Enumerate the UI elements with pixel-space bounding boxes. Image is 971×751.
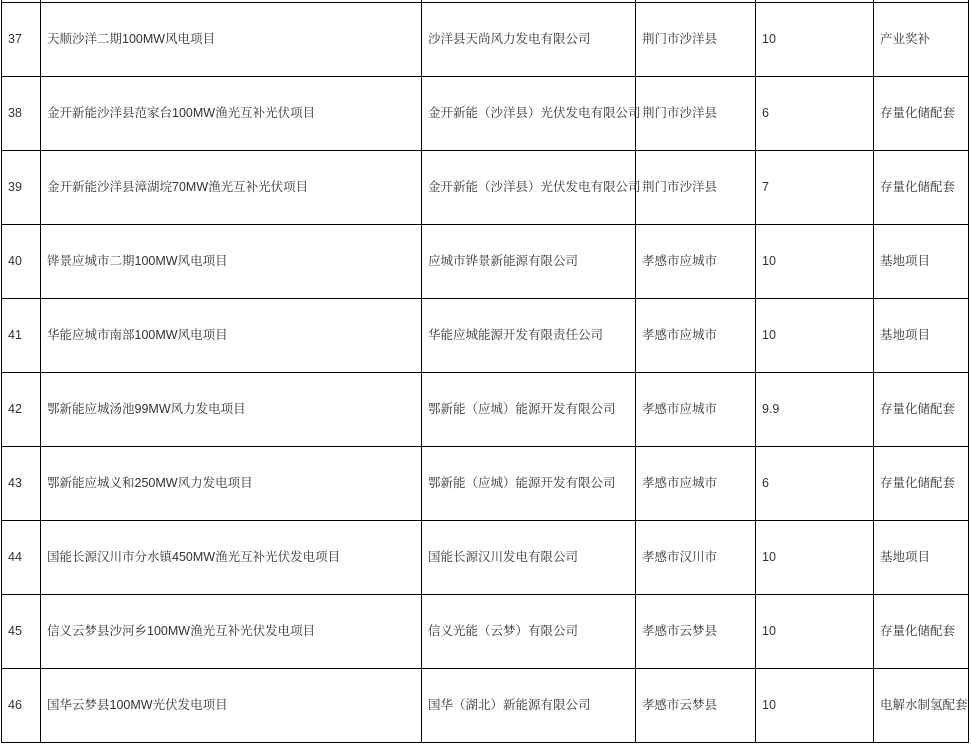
category-cell: 电解水制氢配套: [874, 669, 969, 743]
project-name-cell: 华能应城市南部100MW风电项目: [41, 299, 422, 373]
table-row: [2, 225, 969, 299]
company-cell: 鄂新能（应城）能源开发有限公司: [422, 447, 636, 521]
region-cell: 孝感市云梦县: [636, 595, 756, 669]
row-number-cell: 42: [2, 373, 41, 447]
project-name-cell: 鄂新能应城义和250MW风力发电项目: [41, 447, 422, 521]
row-number-cell: 46: [2, 669, 41, 743]
category-cell: 存量化储配套: [874, 373, 969, 447]
value-cell: 6: [756, 447, 874, 521]
project-name-cell: 国能长源汉川市分水镇450MW渔光互补光伏发电项目: [41, 521, 422, 595]
value-cell: 10: [756, 3, 874, 77]
category-cell: 存量化储配套: [874, 151, 969, 225]
region-cell: 荆门市沙洋县: [636, 151, 756, 225]
value-cell: 10: [756, 595, 874, 669]
table-row: [2, 77, 969, 151]
company-cell: 国能长源汉川发电有限公司: [422, 521, 636, 595]
row-number-cell: 44: [2, 521, 41, 595]
value-cell: 6: [756, 77, 874, 151]
table-row: [2, 521, 969, 595]
row-number-cell: 40: [2, 225, 41, 299]
table-row: [2, 3, 969, 77]
category-cell: 存量化储配套: [874, 77, 969, 151]
table-row: [2, 447, 969, 521]
value-cell: 10: [756, 225, 874, 299]
row-number-cell: 37: [2, 3, 41, 77]
region-cell: 荆门市沙洋县: [636, 77, 756, 151]
region-cell: 孝感市汉川市: [636, 521, 756, 595]
row-number-cell: 38: [2, 77, 41, 151]
company-cell: 沙洋县天尚风力发电有限公司: [422, 3, 636, 77]
region-cell: 孝感市应城市: [636, 373, 756, 447]
company-cell: 金开新能（沙洋县）光伏发电有限公司: [422, 151, 636, 225]
table-body: [2, 0, 969, 743]
region-cell: 孝感市云梦县: [636, 669, 756, 743]
row-number-cell: 41: [2, 299, 41, 373]
row-number-cell: 43: [2, 447, 41, 521]
category-cell: 基地项目: [874, 521, 969, 595]
company-cell: 应城市铧景新能源有限公司: [422, 225, 636, 299]
table-row: [2, 595, 969, 669]
company-cell: 信义光能（云梦）有限公司: [422, 595, 636, 669]
table-row: [2, 373, 969, 447]
category-cell: 产业奖补: [874, 3, 969, 77]
project-name-cell: 金开新能沙洋县范家台100MW渔光互补光伏项目: [41, 77, 422, 151]
value-cell: 7: [756, 151, 874, 225]
project-name-cell: 天顺沙洋二期100MW风电项目: [41, 3, 422, 77]
value-cell: 10: [756, 299, 874, 373]
region-cell: 孝感市应城市: [636, 299, 756, 373]
project-name-cell: 信义云梦县沙河乡100MW渔光互补光伏发电项目: [41, 595, 422, 669]
category-cell: 基地项目: [874, 225, 969, 299]
project-name-cell: 铧景应城市二期100MW风电项目: [41, 225, 422, 299]
region-cell: 孝感市应城市: [636, 225, 756, 299]
value-cell: 10: [756, 521, 874, 595]
table-row: [2, 151, 969, 225]
company-cell: 国华（湖北）新能源有限公司: [422, 669, 636, 743]
value-cell: 9.9: [756, 373, 874, 447]
category-cell: 存量化储配套: [874, 595, 969, 669]
project-name-cell: 金开新能沙洋县漳湖垸70MW渔光互补光伏项目: [41, 151, 422, 225]
row-number-cell: 39: [2, 151, 41, 225]
region-cell: 孝感市应城市: [636, 447, 756, 521]
project-name-cell: 国华云梦县100MW光伏发电项目: [41, 669, 422, 743]
table-row: [2, 669, 969, 743]
value-cell: 10: [756, 669, 874, 743]
row-number-cell: 45: [2, 595, 41, 669]
projects-table: [1, 0, 969, 743]
region-cell: 荆门市沙洋县: [636, 3, 756, 77]
table-row: [2, 299, 969, 373]
company-cell: 金开新能（沙洋县）光伏发电有限公司: [422, 77, 636, 151]
company-cell: 华能应城能源开发有限责任公司: [422, 299, 636, 373]
category-cell: 存量化储配套: [874, 447, 969, 521]
project-name-cell: 鄂新能应城汤池99MW风力发电项目: [41, 373, 422, 447]
category-cell: 基地项目: [874, 299, 969, 373]
company-cell: 鄂新能（应城）能源开发有限公司: [422, 373, 636, 447]
